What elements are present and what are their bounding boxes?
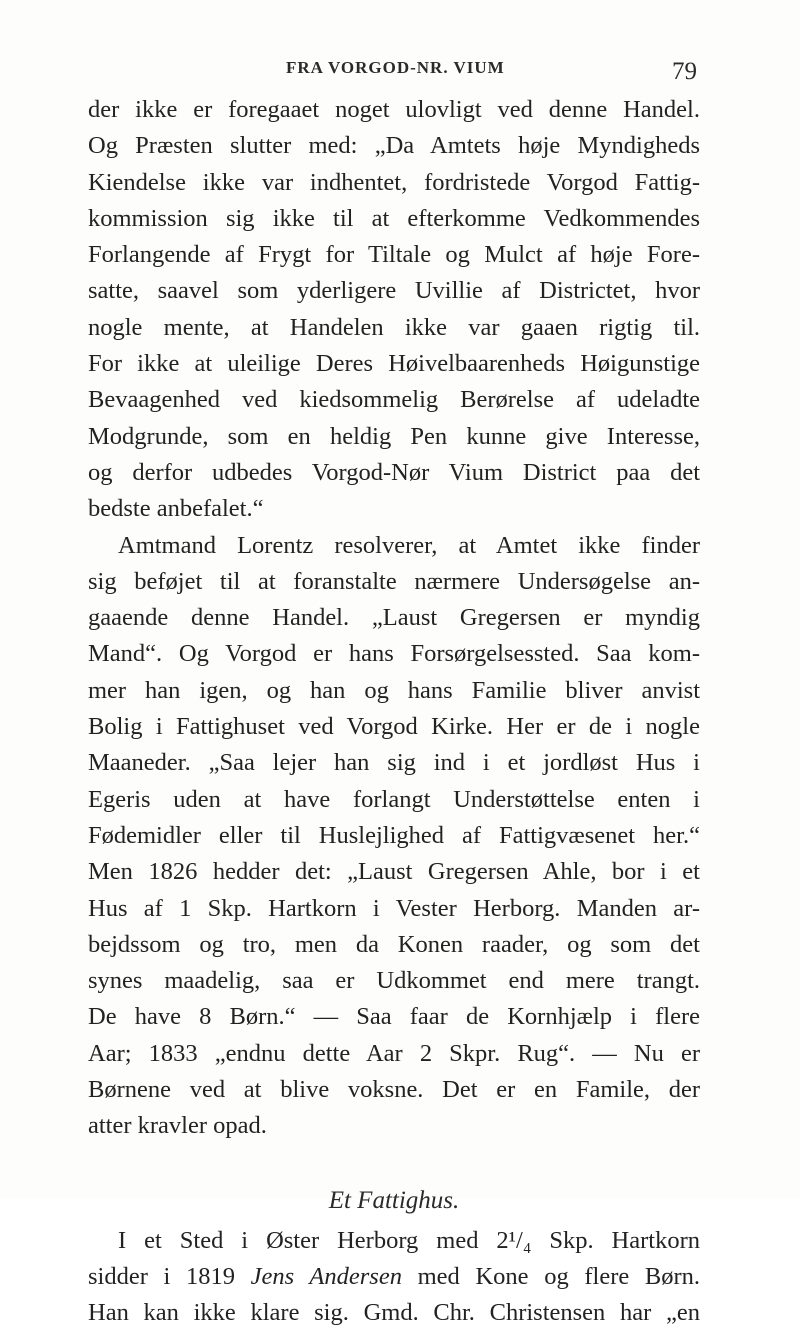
text-line: mer han igen, og han og hans Familie bliver anvist <box>88 676 700 704</box>
text-line: synes maadelig, saa er Udkommet end mere trangt. <box>88 967 700 995</box>
text-line: Modgrunde, som en heldig Pen kunne give Interesse, <box>88 422 700 450</box>
text-line: Bolig i Fattighuset ved Vorgod Kirke. Her er de i nogle <box>88 713 700 741</box>
text-line: Kiendelse ikke var indhentet, fordristede Vorgod Fattig- <box>88 168 700 196</box>
text-line: nogle mente, at Handelen ikke var gaaen rigtig til. <box>88 313 700 341</box>
text-fragment: sidder i 1819 <box>88 1262 251 1290</box>
text-line: Og Præsten slutter med: „Da Amtets høje Myndigheds <box>88 132 700 160</box>
text-line: bejdssom og tro, men da Konen raader, og som det <box>88 930 700 958</box>
text-line: I et Sted i Øster Herborg med 2¹/₄ Skp. Hartkorn <box>118 1226 700 1254</box>
paragraph-fattighus <box>88 1223 700 1332</box>
text-line: Fødemidler eller til Huslejlighed af Fattigvæsenet her.“ <box>88 821 700 849</box>
person-name: Jens Andersen <box>250 1262 402 1290</box>
paragraph-amtmand <box>88 528 700 1145</box>
text-line: Maaneder. „Saa lejer han sig ind i et jordløst Hus i <box>88 749 700 777</box>
text-line: De have 8 Børn.“ — Saa faar de Kornhjælp i flere <box>88 1003 700 1031</box>
text-line <box>88 1259 700 1295</box>
text-line: Men 1826 hedder det: „Laust Gregersen Ahle, bor i et <box>88 858 700 886</box>
text-line: der ikke er foregaaet noget ulovligt ved denne Handel. <box>88 96 700 123</box>
section-spacer <box>88 1145 700 1179</box>
text-line: Bevaagenhed ved kiedsommelig Berørelse af udeladte <box>88 386 700 414</box>
text-line: sig beføjet til at foranstalte nærmere Undersøgelse an- <box>88 567 700 595</box>
text-line: Hus af 1 Skp. Hartkorn i Vester Herborg. Manden ar- <box>88 894 700 922</box>
text-line: kommission sig ikke til at efterkomme Vedkommendes <box>88 204 700 232</box>
text-fragment: med Kone og flere Børn. <box>401 1262 701 1290</box>
text-line: Amtmand Lorentz resolverer, at Amtet ikke finder <box>118 531 700 559</box>
text-line: Børnene ved at blive voksne. Det er en Famile, der <box>88 1076 700 1104</box>
text-line: Aar; 1833 „endnu dette Aar 2 Skpr. Rug“. — Nu er <box>88 1039 700 1067</box>
text-line: atter kravler opad. <box>88 1112 267 1140</box>
text-line: og derfor udbedes Vorgod-Nør Vium District paa det <box>88 458 700 486</box>
text-line: Egeris uden at have forlangt Understøttelse enten i <box>88 785 700 813</box>
section-heading: Et Fattighus. <box>328 1186 460 1214</box>
text-line: For ikke at uleilige Deres Høivelbaarenheds Høigunstige <box>88 350 700 378</box>
text-line: Han kan ikke klare sig. Gmd. Chr. Christensen har „en <box>88 1299 700 1327</box>
text-line: Mand“. Og Vorgod er hans Forsørgelsessted. Saa kom- <box>88 640 700 668</box>
page-number: 79 <box>672 58 697 85</box>
text-line: gaaende denne Handel. „Laust Gregersen er myndig <box>88 604 700 632</box>
body-text <box>88 92 700 1332</box>
text-line: Forlangende af Frygt for Tiltale og Mulct af høje Fore- <box>88 241 700 269</box>
paragraph-continuation <box>88 92 700 528</box>
text-line: satte, saavel som yderligere Uvillie af Districtet, hvor <box>88 277 700 305</box>
running-title: FRA VORGOD-NR. VIUM <box>286 58 505 77</box>
text-line: bedste anbefalet.“ <box>88 495 264 523</box>
